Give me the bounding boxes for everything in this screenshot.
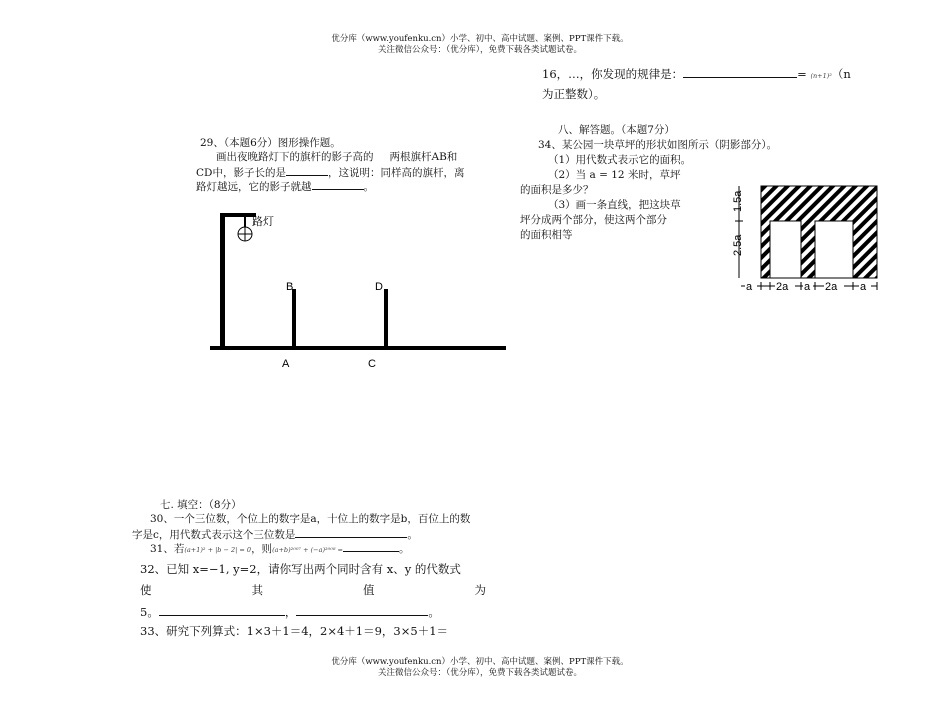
q32-line-3a: 5。 [140,605,159,619]
q16-equals: = [797,67,807,81]
q32-word-3: 值 [363,583,375,597]
q32-line-3 [140,604,440,620]
dim-label-4: 2a [825,281,838,293]
dim-label-5: a [860,281,867,293]
q29-line-3b: 。 [363,181,374,193]
q31-suffix: 。 [398,543,410,555]
q34-line-2: （1）用代数式表示它的面积。 [548,154,692,166]
q30-line-1: 30、一个三位数，个位上的数字是a，十位上的数字是b，百位上的数 [150,513,471,525]
label-a: A [282,358,290,370]
header-line-2: 关注微信公众号：（优分库），免费下载各类试题试卷。 [377,45,582,55]
q29-title: 29、（本题6分）图形操作题。 [200,137,341,149]
q32-line-3c: 。 [428,605,440,619]
q31-mid: ，则 [251,543,273,555]
q31-line [150,540,409,557]
label-2-5a: 2.5a [732,234,744,256]
q30-line-2b: 。 [407,529,418,541]
q32-line-2 [140,583,486,598]
lamp-label: 路灯 [252,215,274,228]
q29-blank-2[interactable] [312,178,364,190]
page-header [280,34,680,56]
q31-expr-1: (a+1)² + |b − 2| = 0 [184,546,252,554]
lamp-arm [220,213,256,217]
ground-line [210,346,506,350]
flagpole-cd [384,289,388,347]
lamp-cord [244,217,246,227]
q34-line-1: 34、某公园一块草坪的形状如图所示（阴影部分）。 [538,139,778,151]
q34-line-4: 的面积是多少？ [520,184,594,196]
flagpole-ab [292,289,296,347]
streetlamp-figure [200,205,520,375]
q29-blank-1[interactable] [286,164,328,176]
label-c: C [368,358,376,370]
footer-line-1: 优分库（www.youfenku.cn）小学、初中、高中试题、案例、PPT课件下载。 [331,657,629,667]
q16-expr: (n+1)² [810,72,832,80]
q32-word-2: 其 [251,583,263,597]
label-1-5a: 1.5a [732,190,744,212]
section-7-title: 七. 填空：（8分） [160,499,242,511]
q29-line-2a: CD中，影子长的是 [196,167,286,179]
q32-line-1: 32、已知 x=−1, y=2，请你写出两个同时含有 x、y 的代数式 [140,562,461,576]
footer-line-2: 关注微信公众号：（优分库），免费下载各类试题试卷。 [377,668,582,678]
q31-prefix: 31、若 [150,543,185,555]
label-d: D [375,281,383,293]
q29-line-3a: 路灯越远，它的影子就越 [196,181,312,193]
q31-expr-2: (a+b)²⁰⁰⁷ + (−a)²⁰⁰⁸ = [272,546,343,554]
q32-blank-2[interactable] [296,604,428,616]
q16-blank[interactable] [683,66,797,78]
dim-label-1: a [746,281,753,293]
page-footer [280,657,680,679]
q33-line-1: 33、研究下列算式：1×3＋1＝4，2×4＋1＝9，3×5＋1＝ [140,624,449,638]
lawn-cutout-1 [770,221,801,278]
q32-line-3b: ， [284,605,297,619]
header-line-1: 优分库（www.youfenku.cn）小学、初中、高中试题、案例、PPT课件下载。 [331,34,629,44]
q34-line-7: 的面积相等 [520,229,573,241]
q31-blank[interactable] [343,540,399,552]
q34-line-5: （3）画一条直线，把这块草 [548,199,681,211]
lawn-figure [725,178,885,296]
q34-line-3: （2）当 a = 12 米时，草坪 [548,169,681,181]
q34-line-6: 坪分成两个部分，使这两个部分 [520,214,667,226]
section-8-title: 八、解答题。（本题7分） [558,124,675,136]
q29-line-2b: ，这说明：同样高的旗杆，离 [327,167,465,179]
q30-line-2a: 字是c，用代数式表示这个三位数是 [132,529,296,541]
q16-line-1c: （n [831,67,851,81]
lawn-cutout-2 [815,221,853,278]
q32-word-4: 为 [474,583,486,597]
lamp-post [220,213,225,347]
label-b: B [286,281,294,293]
dim-label-3: a [804,281,811,293]
q32-blank-1[interactable] [159,604,285,616]
dim-label-2: 2a [776,281,789,293]
q16-line-2: 为正整数）。 [542,87,606,101]
q16-line-1 [542,66,851,84]
q16-line-1a: 16，…，你发现的规律是： [542,67,684,81]
q30-blank[interactable] [295,526,407,538]
q29-line-1 [216,150,457,164]
q29-line-3 [196,178,374,194]
q29-line-1a: 画出夜晚路灯下的旗杆的影子高的 [216,151,374,163]
q29-line-1b: 两根旗杆AB和 [389,151,458,163]
q32-word-1: 使 [140,583,152,597]
